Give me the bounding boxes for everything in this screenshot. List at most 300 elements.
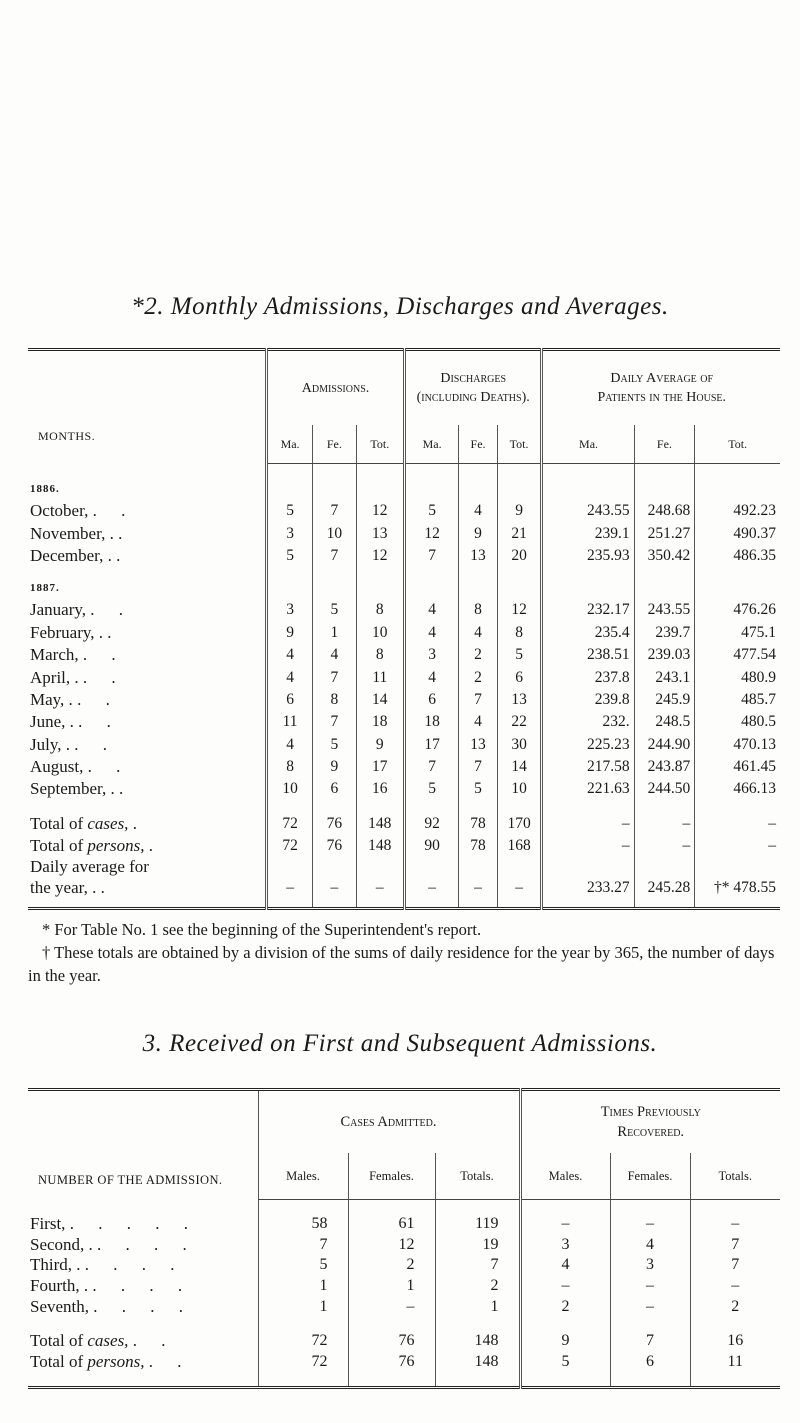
table1-row xyxy=(28,500,780,522)
row-label xyxy=(28,1331,258,1352)
table1-row xyxy=(28,666,780,688)
row-label-text: June, . xyxy=(30,712,74,732)
empty-cell xyxy=(28,1372,258,1388)
row-label xyxy=(28,522,267,544)
dis-fe-cell: 4 xyxy=(459,711,497,733)
daily-average-header-line2: Patients in the House. xyxy=(597,390,727,405)
empty-cell xyxy=(28,1200,258,1215)
adm-fe-cell: 7 xyxy=(313,500,357,522)
times-totals-cell: – xyxy=(690,1276,780,1297)
adm-ma-cell: 72 xyxy=(267,835,313,857)
empty-cell xyxy=(313,573,357,599)
monthly-table-body xyxy=(28,464,780,909)
empty-cell xyxy=(542,464,634,475)
avg-tot-cell: – xyxy=(695,835,780,857)
adm-ma-cell: 4 xyxy=(267,666,313,688)
row-label xyxy=(28,599,267,621)
row-label-text: September, . xyxy=(30,779,115,799)
table1-row xyxy=(28,857,780,899)
empty-cell xyxy=(258,1372,348,1388)
row-label xyxy=(28,622,267,644)
year-row xyxy=(28,573,780,599)
row-label-text: October, xyxy=(30,501,89,521)
times-males-header: Males. xyxy=(520,1153,610,1200)
dis-fe-cell: 2 xyxy=(459,644,497,666)
avg-fe-cell: 244.50 xyxy=(634,778,695,800)
row-label-dots: . xyxy=(119,779,134,799)
adm-fe-header: Fe. xyxy=(313,425,357,464)
table1-row xyxy=(28,599,780,621)
empty-cell xyxy=(356,573,404,599)
adm-tot-cell: 13 xyxy=(356,522,404,544)
dis-fe-header: Fe. xyxy=(459,425,497,464)
row-label-text: May, . xyxy=(30,689,73,709)
dis-ma-cell: 90 xyxy=(404,835,458,857)
adm-tot-cell: 12 xyxy=(356,545,404,567)
monthly-table xyxy=(28,348,780,910)
adm-fe-cell: 5 xyxy=(313,734,357,756)
row-label xyxy=(28,857,267,899)
adm-ma-cell: 6 xyxy=(267,689,313,711)
adm-tot-cell: 18 xyxy=(356,711,404,733)
avg-fe-cell: 245.28 xyxy=(634,857,695,899)
empty-cell xyxy=(404,573,458,599)
avg-fe-cell: 245.9 xyxy=(634,689,695,711)
table1-row xyxy=(28,835,780,857)
dis-fe-cell: 4 xyxy=(459,622,497,644)
avg-tot-cell: 466.13 xyxy=(695,778,780,800)
times-females-cell: 3 xyxy=(610,1255,690,1276)
empty-cell xyxy=(404,899,458,909)
empty-cell xyxy=(497,801,542,813)
year-label: 1886. xyxy=(30,483,60,495)
adm-fe-cell: 76 xyxy=(313,835,357,857)
row-label xyxy=(28,644,267,666)
adm-ma-cell: 5 xyxy=(267,500,313,522)
adm-fe-cell: 76 xyxy=(313,813,357,835)
spacer-row xyxy=(28,801,780,813)
cases-totals-cell: 19 xyxy=(435,1235,520,1256)
avg-ma-cell: 235.93 xyxy=(542,545,634,567)
adm-ma-cell: 8 xyxy=(267,756,313,778)
adm-tot-cell: 14 xyxy=(356,689,404,711)
dis-fe-cell: – xyxy=(459,857,497,899)
empty-cell xyxy=(542,573,634,599)
cases-males-cell: 58 xyxy=(258,1214,348,1235)
admissions-table-body xyxy=(28,1200,780,1388)
table2-row xyxy=(28,1352,780,1373)
avg-ma-cell: 239.1 xyxy=(542,522,634,544)
row-label xyxy=(28,1235,258,1256)
empty-cell xyxy=(267,464,313,475)
cases-males-cell: 72 xyxy=(258,1331,348,1352)
dis-ma-header: Ma. xyxy=(404,425,458,464)
avg-fe-cell: 243.55 xyxy=(634,599,695,621)
cases-males-cell: 1 xyxy=(258,1276,348,1297)
row-label-emphasis: persons, xyxy=(87,836,145,856)
adm-ma-cell: 5 xyxy=(267,545,313,567)
empty-cell xyxy=(634,464,695,475)
empty-cell xyxy=(610,1372,690,1388)
avg-fe-cell: 239.7 xyxy=(634,622,695,644)
table1-row xyxy=(28,689,780,711)
avg-ma-cell: 225.23 xyxy=(542,734,634,756)
adm-fe-cell: 4 xyxy=(313,644,357,666)
empty-cell xyxy=(610,1200,690,1215)
avg-ma-cell: 235.4 xyxy=(542,622,634,644)
row-label-text: Seventh, xyxy=(30,1296,90,1316)
table1-heading xyxy=(0,293,800,321)
empty-cell xyxy=(435,1317,520,1331)
empty-cell xyxy=(348,1372,435,1388)
cases-females-cell: 76 xyxy=(348,1352,435,1373)
dis-tot-cell: 22 xyxy=(497,711,542,733)
adm-tot-cell: 12 xyxy=(356,500,404,522)
discharges-header-line1: Discharges xyxy=(440,371,507,386)
empty-cell xyxy=(497,573,542,599)
dis-tot-cell: 12 xyxy=(497,599,542,621)
times-totals-cell: 7 xyxy=(690,1235,780,1256)
dis-tot-cell: 6 xyxy=(497,666,542,688)
row-label xyxy=(28,1276,258,1297)
cases-females-cell: 1 xyxy=(348,1276,435,1297)
cases-totals-cell: 2 xyxy=(435,1276,520,1297)
avg-ma-cell: 238.51 xyxy=(542,644,634,666)
empty-cell xyxy=(459,573,497,599)
row-label-dots: . . xyxy=(78,712,121,732)
table1-row xyxy=(28,644,780,666)
table1-row xyxy=(28,756,780,778)
dis-ma-cell: 92 xyxy=(404,813,458,835)
empty-cell xyxy=(634,573,695,599)
dis-fe-cell: 13 xyxy=(459,734,497,756)
row-label-text: July, . xyxy=(30,734,70,754)
avg-ma-cell: 232.17 xyxy=(542,599,634,621)
daily-average-header xyxy=(542,350,780,426)
empty-cell xyxy=(267,899,313,909)
dis-tot-cell: 13 xyxy=(497,689,542,711)
adm-tot-cell: 9 xyxy=(356,734,404,756)
empty-cell xyxy=(695,464,780,475)
table2-heading xyxy=(0,1030,800,1058)
adm-ma-cell: – xyxy=(267,857,313,899)
admissions-table xyxy=(28,1088,780,1389)
cases-females-header: Females. xyxy=(348,1153,435,1200)
dis-ma-cell: 4 xyxy=(404,666,458,688)
cases-totals-cell: 148 xyxy=(435,1352,520,1373)
cases-admitted-header: Cases Admitted. xyxy=(258,1090,520,1154)
avg-tot-cell: 486.35 xyxy=(695,545,780,567)
row-label-line1: Daily average for xyxy=(30,857,149,877)
table1-row xyxy=(28,734,780,756)
avg-tot-cell: 492.23 xyxy=(695,500,780,522)
cases-males-header: Males. xyxy=(258,1153,348,1200)
daily-average-header-line1: Daily Average of xyxy=(610,371,714,386)
avg-tot-cell: 477.54 xyxy=(695,644,780,666)
dis-tot-cell: – xyxy=(497,857,542,899)
avg-tot-cell: 490.37 xyxy=(695,522,780,544)
discharges-header xyxy=(404,350,542,426)
avg-ma-cell: 243.55 xyxy=(542,500,634,522)
times-totals-header: Totals. xyxy=(690,1153,780,1200)
row-label-emphasis: persons, xyxy=(87,1351,145,1371)
spacer-row xyxy=(28,1372,780,1388)
cases-females-cell: 76 xyxy=(348,1331,435,1352)
row-label-dots: . xyxy=(148,836,164,856)
times-recovered-header xyxy=(520,1090,780,1154)
row-label xyxy=(28,835,267,857)
avg-fe-cell: 243.1 xyxy=(634,666,695,688)
row-label xyxy=(28,1214,258,1235)
adm-tot-cell: 10 xyxy=(356,622,404,644)
table2-heading-number: 3. xyxy=(142,1030,163,1057)
row-label xyxy=(28,778,267,800)
cases-males-cell: 5 xyxy=(258,1255,348,1276)
avg-ma-cell: 237.8 xyxy=(542,666,634,688)
empty-cell xyxy=(695,899,780,909)
empty-cell xyxy=(348,1200,435,1215)
empty-cell xyxy=(520,1317,610,1331)
year-label: 1887. xyxy=(30,582,60,595)
times-females-header: Females. xyxy=(610,1153,690,1200)
months-header: MONTHS. xyxy=(38,428,96,443)
row-label-dots: . . xyxy=(87,757,131,777)
dis-ma-cell: – xyxy=(404,857,458,899)
row-label xyxy=(28,1255,258,1276)
cases-females-cell: 61 xyxy=(348,1214,435,1235)
row-label-dots: . . . . xyxy=(84,1255,185,1275)
adm-ma-cell: 11 xyxy=(267,711,313,733)
table1-row xyxy=(28,622,780,644)
spacer-row xyxy=(28,1317,780,1331)
cases-females-cell: 2 xyxy=(348,1255,435,1276)
empty-cell xyxy=(313,801,357,813)
row-label-dots: . xyxy=(107,622,122,642)
adm-tot-cell: 148 xyxy=(356,813,404,835)
dis-ma-cell: 3 xyxy=(404,644,458,666)
empty-cell xyxy=(28,801,267,813)
row-label-text: March, xyxy=(30,645,79,665)
row-label-dots: . . xyxy=(132,1331,176,1351)
dis-fe-cell: 2 xyxy=(459,666,497,688)
row-label-dots: . . xyxy=(148,1351,192,1371)
times-recovered-header-line2: Recovered. xyxy=(617,1124,685,1140)
empty-cell xyxy=(356,899,404,909)
table1-row xyxy=(28,522,780,544)
table1-group-header xyxy=(28,350,780,426)
dis-ma-cell: 7 xyxy=(404,756,458,778)
adm-fe-cell: – xyxy=(313,857,357,899)
row-label-dots: . xyxy=(118,523,133,543)
row-label-text: January, xyxy=(30,600,87,620)
dis-ma-cell: 12 xyxy=(404,522,458,544)
times-males-cell: – xyxy=(520,1276,610,1297)
footnote-dagger: † These totals are obtained by a division of the sums of daily residence for the year by 365, the number of days in the year. xyxy=(28,943,775,985)
row-label-dots: . . . . xyxy=(97,1234,197,1254)
times-females-cell: – xyxy=(610,1276,690,1297)
row-label-prefix: Total of xyxy=(30,836,88,856)
avg-ma-cell: 233.27 xyxy=(542,857,634,899)
avg-tot-cell: †* 478.55 xyxy=(695,857,780,899)
row-label xyxy=(28,813,267,835)
empty-cell xyxy=(313,899,357,909)
adm-fe-cell: 1 xyxy=(313,622,357,644)
row-label-line2 xyxy=(30,877,265,899)
table1-row xyxy=(28,813,780,835)
avg-ma-header: Ma. xyxy=(542,425,634,464)
avg-fe-cell: – xyxy=(634,813,695,835)
row-label-text: Second, . xyxy=(30,1234,93,1254)
row-label-prefix: Total of xyxy=(30,1351,88,1371)
dis-tot-cell: 168 xyxy=(497,835,542,857)
avg-ma-cell: – xyxy=(542,813,634,835)
adm-ma-cell: 3 xyxy=(267,599,313,621)
row-label-text: Fourth, . xyxy=(30,1276,89,1296)
empty-cell xyxy=(497,899,542,909)
adm-fe-cell: 10 xyxy=(313,522,357,544)
row-label xyxy=(28,689,267,711)
cases-males-cell: 72 xyxy=(258,1352,348,1373)
row-label-dots: . . . . xyxy=(92,1276,193,1296)
avg-tot-cell: 485.7 xyxy=(695,689,780,711)
times-recovered-header-line1: Times Previously xyxy=(600,1104,701,1120)
adm-tot-cell: 8 xyxy=(356,644,404,666)
avg-fe-cell: – xyxy=(634,835,695,857)
row-label xyxy=(28,1296,258,1317)
empty-cell xyxy=(459,474,497,500)
row-label-text: First, xyxy=(30,1214,66,1234)
empty-cell xyxy=(695,801,780,813)
times-totals-cell: 7 xyxy=(690,1255,780,1276)
dis-ma-cell: 4 xyxy=(404,599,458,621)
dis-ma-cell: 5 xyxy=(404,778,458,800)
table2-row xyxy=(28,1296,780,1317)
avg-ma-cell: – xyxy=(542,835,634,857)
avg-tot-cell: 476.26 xyxy=(695,599,780,621)
empty-cell xyxy=(690,1317,780,1331)
empty-cell xyxy=(459,464,497,475)
empty-cell xyxy=(634,899,695,909)
row-label-prefix: Total of xyxy=(30,1331,88,1351)
dis-tot-cell: 21 xyxy=(497,522,542,544)
adm-tot-cell: – xyxy=(356,857,404,899)
empty-cell xyxy=(28,464,267,475)
cases-totals-cell: 1 xyxy=(435,1296,520,1317)
dis-tot-cell: 170 xyxy=(497,813,542,835)
row-label-dots: . xyxy=(116,545,131,565)
cases-totals-cell: 7 xyxy=(435,1255,520,1276)
row-label-prefix: Total of xyxy=(30,813,88,833)
row-label-text: the year, . xyxy=(30,878,97,898)
adm-ma-cell: 9 xyxy=(267,622,313,644)
empty-cell xyxy=(404,474,458,500)
row-label-emphasis: cases, xyxy=(87,813,129,833)
avg-tot-cell: – xyxy=(695,813,780,835)
table2-row xyxy=(28,1235,780,1256)
empty-cell xyxy=(313,464,357,475)
dis-tot-cell: 9 xyxy=(497,500,542,522)
avg-ma-cell: 232. xyxy=(542,711,634,733)
empty-cell xyxy=(542,899,634,909)
admissions-header: Admissions. xyxy=(267,350,405,426)
empty-cell xyxy=(634,474,695,500)
row-label-text: December, . xyxy=(30,545,112,565)
dis-fe-cell: 7 xyxy=(459,689,497,711)
avg-fe-cell: 248.68 xyxy=(634,500,695,522)
cases-males-cell: 1 xyxy=(258,1296,348,1317)
dis-tot-cell: 30 xyxy=(497,734,542,756)
row-label-dots: . . . . xyxy=(93,1296,194,1316)
cases-totals-cell: 148 xyxy=(435,1331,520,1352)
times-females-cell: – xyxy=(610,1296,690,1317)
dis-ma-cell: 7 xyxy=(404,545,458,567)
empty-cell xyxy=(497,474,542,500)
row-label xyxy=(28,734,267,756)
avg-fe-header: Fe. xyxy=(634,425,695,464)
times-totals-cell: 16 xyxy=(690,1331,780,1352)
times-females-cell: 6 xyxy=(610,1352,690,1373)
empty-cell xyxy=(267,801,313,813)
dis-fe-cell: 78 xyxy=(459,835,497,857)
avg-tot-header: Tot. xyxy=(695,425,780,464)
empty-cell xyxy=(542,801,634,813)
avg-fe-cell: 248.5 xyxy=(634,711,695,733)
empty-cell xyxy=(28,899,267,909)
adm-fe-cell: 7 xyxy=(313,711,357,733)
cases-totals-header: Totals. xyxy=(435,1153,520,1200)
avg-tot-cell: 475.1 xyxy=(695,622,780,644)
row-label-text: February, . xyxy=(30,622,104,642)
row-label-dots: . xyxy=(100,878,115,898)
dis-fe-cell: 13 xyxy=(459,545,497,567)
adm-ma-cell: 4 xyxy=(267,644,313,666)
adm-ma-cell: 3 xyxy=(267,522,313,544)
row-label-text: November, . xyxy=(30,523,114,543)
empty-cell xyxy=(435,1200,520,1215)
row-label-text: August, xyxy=(30,757,84,777)
number-of-admission-header: NUMBER OF THE ADMISSION. xyxy=(38,1172,223,1187)
adm-tot-cell: 17 xyxy=(356,756,404,778)
times-totals-cell: – xyxy=(690,1214,780,1235)
row-label xyxy=(28,666,267,688)
cases-males-cell: 7 xyxy=(258,1235,348,1256)
dis-fe-cell: 78 xyxy=(459,813,497,835)
row-label xyxy=(28,711,267,733)
empty-cell xyxy=(313,474,357,500)
table2-row xyxy=(28,1214,780,1235)
table2-row xyxy=(28,1331,780,1352)
avg-fe-cell: 251.27 xyxy=(634,522,695,544)
cases-females-cell: – xyxy=(348,1296,435,1317)
row-label xyxy=(28,756,267,778)
times-males-cell: – xyxy=(520,1214,610,1235)
empty-cell xyxy=(610,1317,690,1331)
adm-tot-header: Tot. xyxy=(356,425,404,464)
table1-row xyxy=(28,778,780,800)
avg-fe-cell: 244.90 xyxy=(634,734,695,756)
empty-cell xyxy=(356,801,404,813)
table1-row xyxy=(28,711,780,733)
avg-ma-cell: 217.58 xyxy=(542,756,634,778)
dis-ma-cell: 17 xyxy=(404,734,458,756)
adm-ma-cell: 4 xyxy=(267,734,313,756)
adm-ma-cell: 10 xyxy=(267,778,313,800)
row-label xyxy=(28,1352,258,1373)
row-label-dots: . . . . . xyxy=(69,1214,198,1234)
empty-cell xyxy=(258,1317,348,1331)
times-males-cell: 3 xyxy=(520,1235,610,1256)
empty-cell xyxy=(356,474,404,500)
